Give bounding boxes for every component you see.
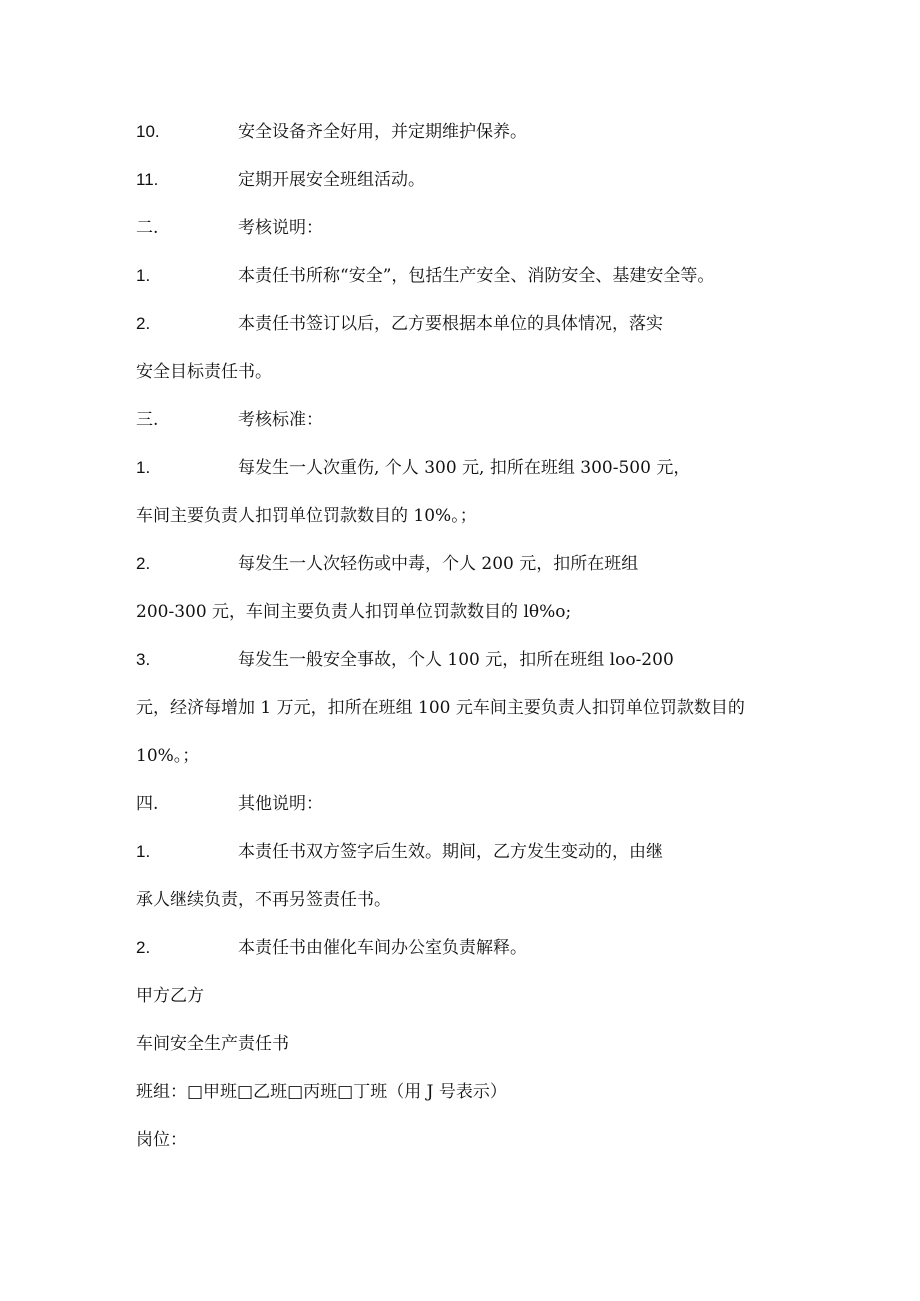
item-text: 本责任书签订以后，乙方要根据本单位的具体情况，落实	[238, 314, 663, 334]
section-heading: 考核标准：	[238, 410, 323, 430]
item-number: 10.	[136, 122, 160, 141]
item-number: 1.	[136, 266, 151, 285]
continuation-text: 安全目标责任书。	[136, 362, 272, 382]
item-number: 2.	[136, 938, 151, 957]
section-number: 二.	[136, 218, 159, 238]
section-heading: 其他说明：	[238, 794, 323, 814]
item-number: 3.	[136, 650, 151, 669]
item-text: 本责任书双方签字后生效。期间，乙方发生变动的，由继	[238, 842, 663, 862]
item-text: 定期开展安全班组活动。	[238, 170, 425, 190]
team-field: 班组：□甲班□乙班□丙班□丁班（用 J 号表示）	[136, 1082, 507, 1102]
item-text: 每发生一般安全事故，个人 100 元，扣所在班组 loo-200	[238, 650, 674, 670]
item-text: 每发生一人次重伤, 个人 300 元, 扣所在班组 300-500 元，	[238, 458, 691, 478]
item-number: 2.	[136, 554, 151, 573]
item-text: 每发生一人次轻伤或中毒，个人 200 元，扣所在班组	[238, 554, 639, 574]
section-number: 三.	[136, 410, 159, 430]
item-number: 11.	[136, 170, 159, 189]
continuation-text: 200-300 元，车间主要负责人扣罚单位罚款数目的 lθ%o;	[136, 602, 572, 622]
section-number: 四.	[136, 794, 159, 814]
section-heading: 考核说明：	[238, 218, 323, 238]
continuation-text: 车间主要负责人扣罚单位罚款数目的 10%。；	[136, 506, 477, 526]
item-text: 本责任书由催化车间办公室负责解释。	[238, 938, 527, 958]
continuation-text: 10%。；	[136, 746, 200, 766]
item-number: 1.	[136, 842, 151, 861]
item-text: 安全设备齐全好用，并定期维护保养。	[238, 122, 527, 142]
continuation-text: 元，经济每增加 1 万元，扣所在班组 100 元车间主要负责人扣罚单位罚款数目的	[136, 698, 745, 718]
item-number: 2.	[136, 314, 151, 333]
document-title: 车间安全生产责任书	[136, 1034, 289, 1054]
item-text: 本责任书所称“安全”，包括生产安全、消防安全、基建安全等。	[238, 266, 715, 286]
position-field: 岗位：	[136, 1130, 187, 1150]
item-number: 1.	[136, 458, 151, 477]
continuation-text: 承人继续负责，不再另签责任书。	[136, 890, 391, 910]
signature-parties: 甲方乙方	[136, 986, 204, 1006]
